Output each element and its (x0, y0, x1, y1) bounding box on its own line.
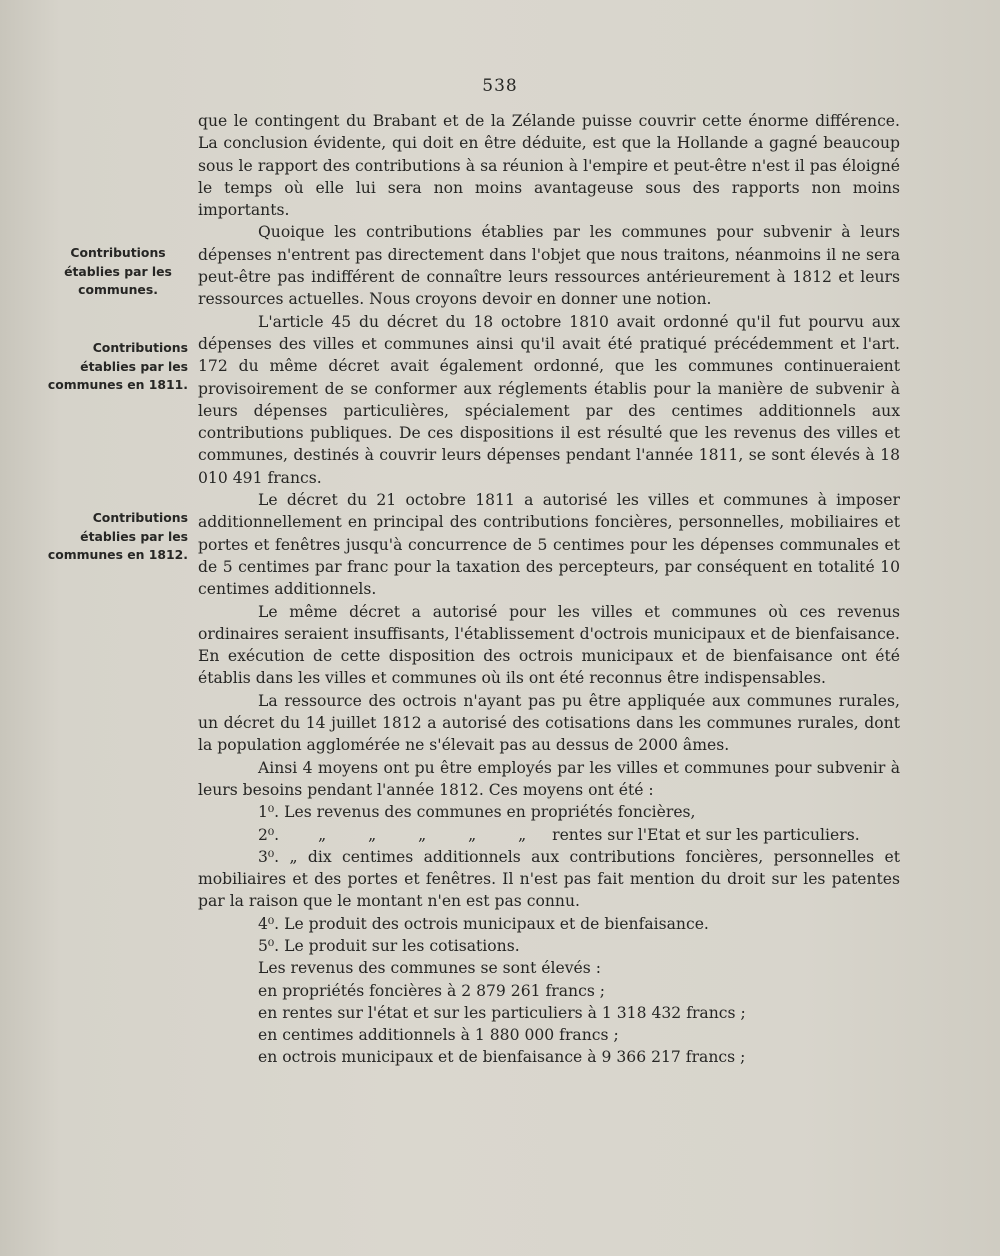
list-item (198, 846, 900, 913)
list-item (198, 824, 900, 846)
margin-note-line: communes en 1811. (47, 377, 188, 392)
margin-note-line: Contributions (70, 245, 166, 260)
paragraph-decret-1811: Le décret du 21 octobre 1811 a autorisé les villes et communes à imposer additionnellement en principal des contributions foncières, personnelles, mobiliaires et portes et fenêtres jusqu'à concurrence de 5 centimes pour les dépenses communales et de 5 centimes par franc pour la taxation des percepteurs, par conséquent en totalité 10 centimes additionnels. (198, 491, 900, 599)
paragraph-cotisations: La ressource des octrois n'ayant pas pu être appliquée aux communes rurales, un décret du 14 juillet 1812 a autorisé des cotisations dans les communes rurales, dont la population agglomérée ne s'élevait pas au dessus de 2000 âmes. (198, 691, 900, 755)
paragraph-decret-1810: L'article 45 du décret du 18 octobre 1810 avait ordonné qu'il fut pourvu aux dépenses des villes et communes ainsi qu'il avait été pratiqué précédemment et l'art. 172 du même décret avait également ordonné, que les communes continueraient provisoirement de se conformer aux réglements établis pour la manière de subvenir à leurs dépenses particulières, spécialement par des centimes additionnels aux contributions publiques. De ces dispositions il est résulté que les revenus des villes et communes, destinés à couvrir leurs dépenses pendant l'année 1811, se sont élevés à 18 010 491 francs. (198, 312, 900, 487)
margin-note-communes-1811 (40, 339, 188, 395)
item-number: 1⁰. (258, 803, 280, 822)
ditto-mark: „ (518, 825, 527, 844)
page-number: 538 (482, 76, 518, 96)
margin-note-line: communes. (78, 282, 158, 297)
list-item (198, 801, 900, 823)
margin-note-line: Contributions (92, 510, 188, 525)
item-number: 5⁰. (258, 936, 280, 955)
ditto-mark: „ (368, 825, 377, 844)
item-text: „ dix centimes additionnels aux contributions foncières, personnelles et mobiliaires et des portes et fenêtres. Il n'est pas fait mention du droit sur les patentes par la raison que le montant n'en est pas connu. (198, 847, 900, 911)
revenue-line: en rentes sur l'état et sur les particuliers à 1 318 432 francs ; (258, 1003, 746, 1022)
item-number: 2⁰. (258, 825, 280, 844)
paragraph-octrois: Le même décret a autorisé pour les villes et communes où ces revenus ordinaires seraient insuffisants, l'établissement d'octrois municipaux et de bienfaisance. En exécution de cette disposition des octrois municipaux et de bienfaisance ont été établis dans les villes et communes où ils ont été reconnus être indispensables. (198, 602, 900, 688)
margin-note-line: communes en 1812. (47, 547, 188, 562)
paragraph-contingent: que le contingent du Brabant et de la Zélande puisse couvrir cette énorme différence. La conclusion évidente, qui doit en être déduite, est que la Hollande a gagné beaucoup sous le rapport des contributions à sa réunion à l'empire et peut-être n'est il pas éloigné le temps où elle lui sera non moins avantageuse sous des rapports non moins importants. (198, 112, 900, 220)
item-text: Le produit sur les cotisations. (284, 936, 520, 955)
paragraph-moyens: Ainsi 4 moyens ont pu être employés par les villes et communes pour subvenir à leurs besoins pendant l'année 1812. Ces moyens ont été : (198, 758, 900, 799)
body-text (198, 110, 900, 1069)
revenues-intro: Les revenus des communes se sont élevés : (258, 959, 601, 978)
ditto-mark: „ (468, 825, 477, 844)
list-item (198, 913, 900, 935)
item-text: Les revenus des communes en propriétés foncières, (284, 803, 696, 822)
margin-note-line: Contributions (92, 340, 188, 355)
item-text: Le produit des octrois municipaux et de bienfaisance. (284, 914, 709, 933)
item-text: rentes sur l'Etat et sur les particuliers. (552, 825, 860, 844)
margin-note-line: établies par les (80, 528, 188, 544)
revenue-line: en centimes additionnels à 1 880 000 francs ; (258, 1026, 619, 1045)
margin-note-communes (48, 244, 188, 300)
list-item (198, 935, 900, 957)
revenue-line: en propriétés foncières à 2 879 261 francs ; (258, 981, 606, 1000)
paragraph-contributions-communes: Quoique les contributions établies par les communes pour subvenir à leurs dépenses n'entrent pas directement dans l'objet que nous traitons, néanmoins il ne sera peut-être pas indifférent de connaître leurs ressources antérieurement à 1812 et leurs ressources actuelles. Nous croyons devoir en donner une notion. (198, 223, 900, 309)
margin-note-line: établies par les (80, 358, 188, 374)
revenue-line: en octrois municipaux et de bienfaisance à 9 366 217 francs ; (258, 1048, 746, 1067)
item-number: 4⁰. (258, 914, 280, 933)
ditto-mark: „ (318, 825, 327, 844)
margin-note-line: établies par les (64, 263, 172, 279)
item-number: 3⁰. (258, 847, 280, 866)
ditto-mark: „ (418, 825, 427, 844)
margin-note-communes-1812 (40, 509, 188, 565)
